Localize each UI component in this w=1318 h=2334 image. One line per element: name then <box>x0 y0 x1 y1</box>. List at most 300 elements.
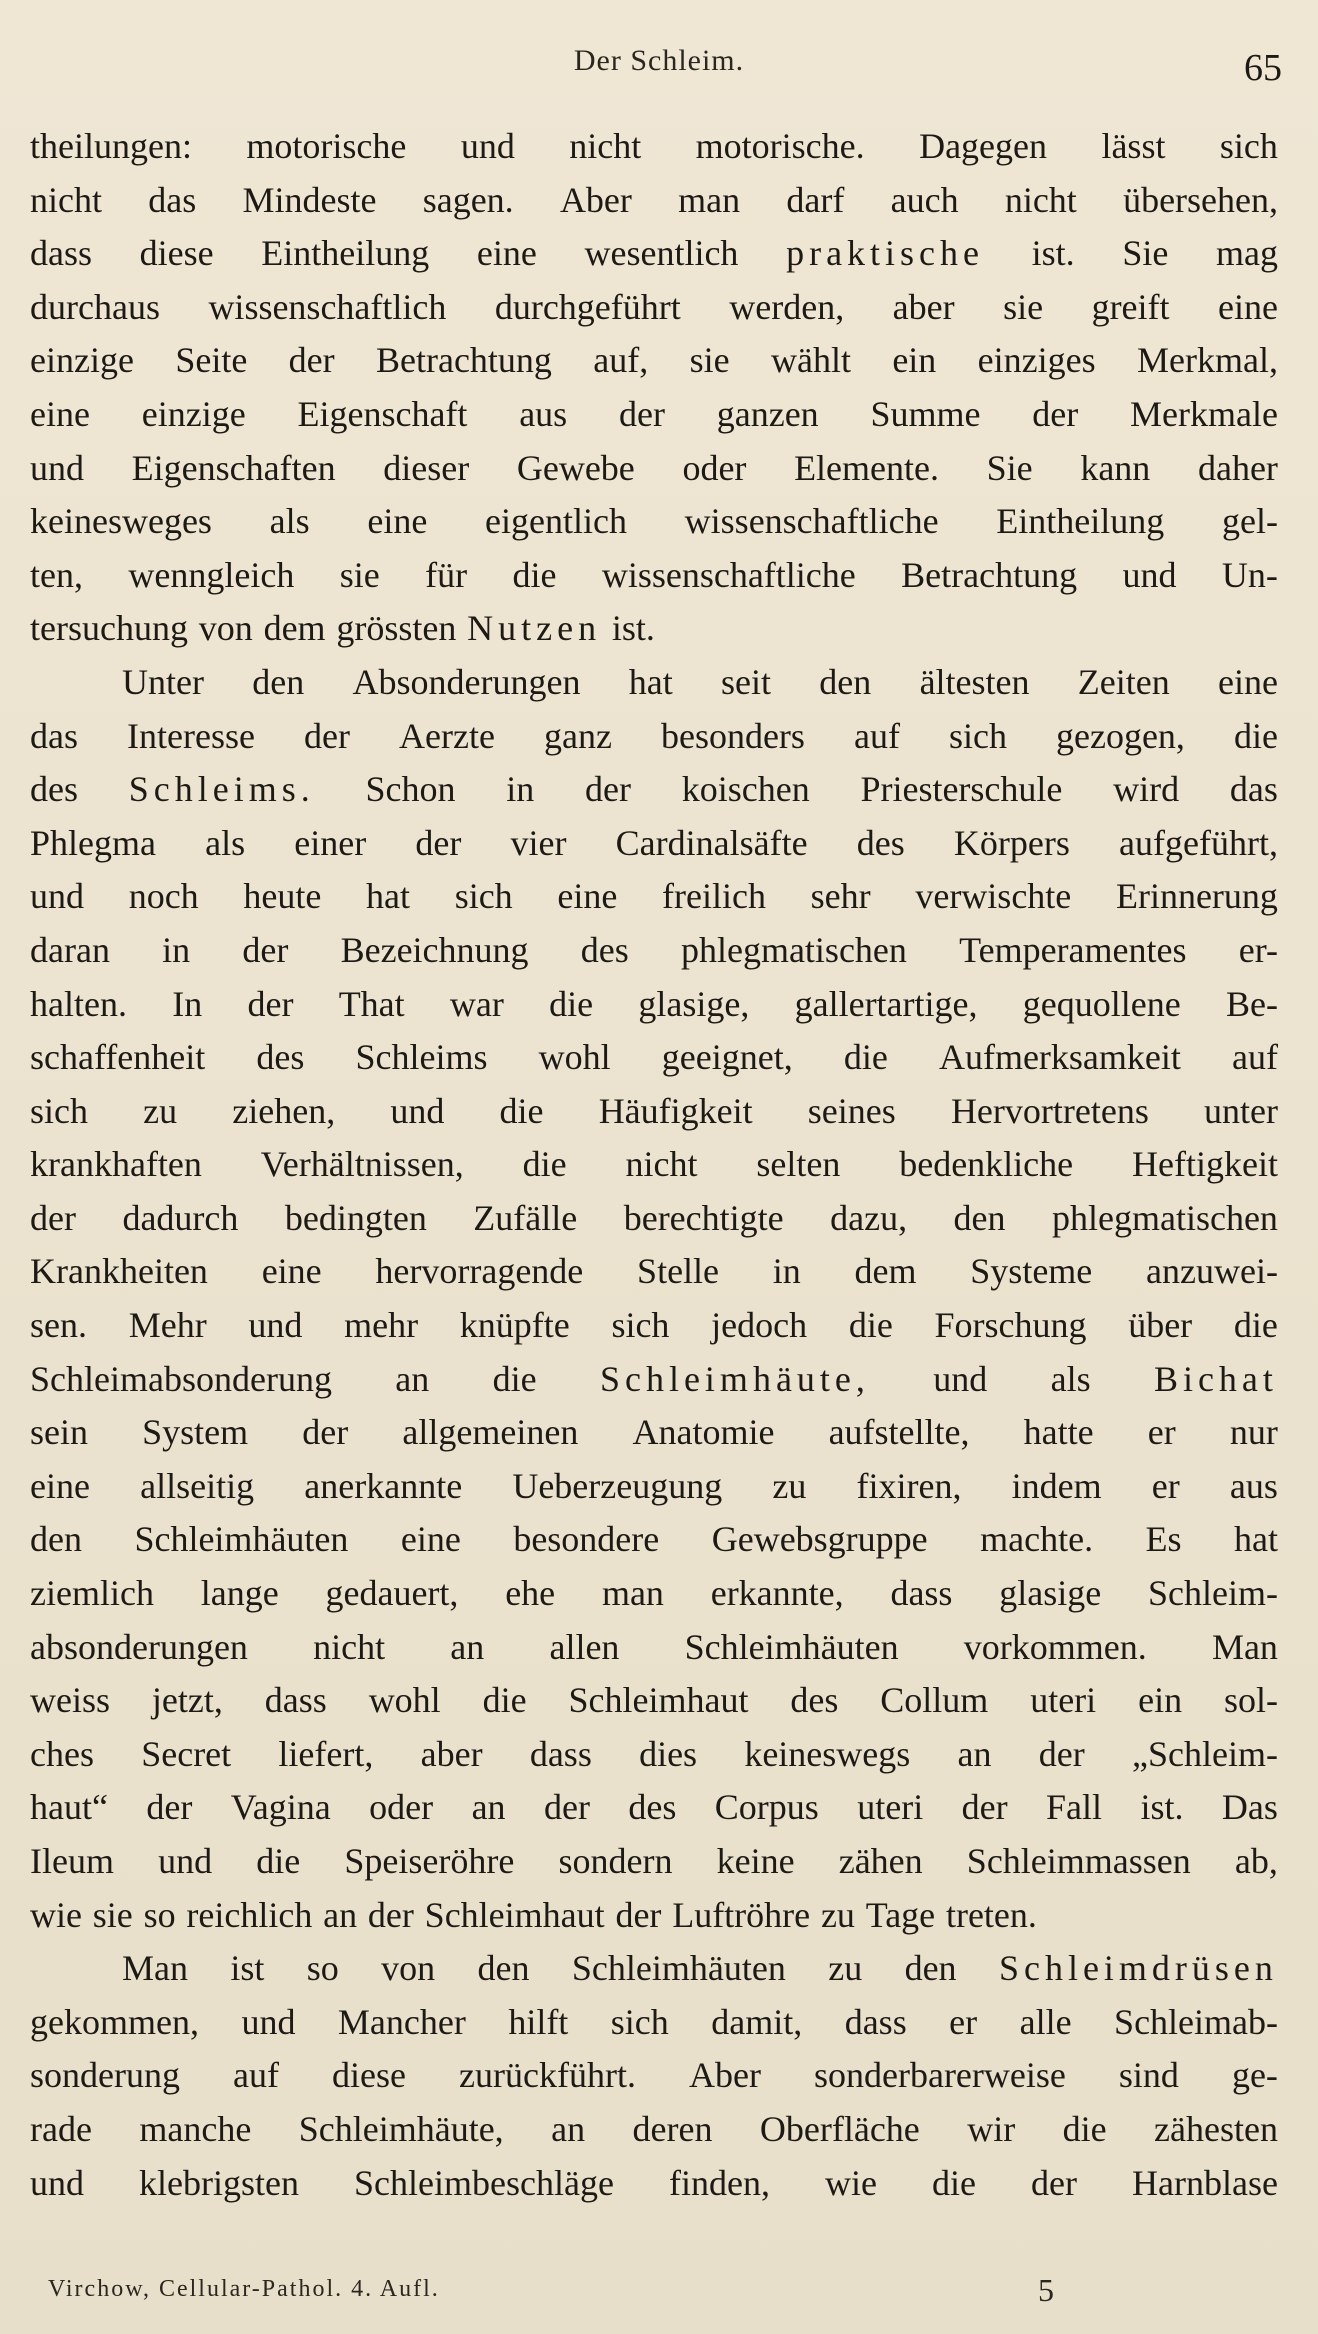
word: Forschung <box>934 1305 1087 1346</box>
word: Mehr <box>128 1305 207 1346</box>
text-line <box>30 495 1278 549</box>
word: theilungen: <box>30 126 192 166</box>
word: in <box>772 1251 801 1292</box>
word: einzige <box>141 393 246 434</box>
word: sonderbarerweise <box>813 2055 1066 2096</box>
word: ein <box>892 340 937 381</box>
word: Sie <box>1122 233 1169 274</box>
word: auch <box>890 179 959 220</box>
word: und <box>1122 554 1177 595</box>
text-line <box>30 1781 1278 1835</box>
text-line <box>30 1942 1278 1996</box>
word: den <box>819 661 872 702</box>
word: Eigenschaft <box>297 393 468 434</box>
word: knüpfte <box>459 1305 570 1346</box>
word: Das <box>1221 1787 1278 1828</box>
word: selten <box>756 1144 841 1185</box>
word: aus <box>1229 1465 1278 1506</box>
word: oder <box>369 1787 434 1828</box>
word: Schleimhäute, <box>298 2108 504 2149</box>
word: Absonderungen <box>352 661 581 702</box>
word: nicht <box>313 1626 386 1667</box>
word: wir <box>967 2108 1016 2149</box>
word: seines <box>807 1090 896 1131</box>
word: die <box>932 2162 976 2203</box>
word: Ileum <box>30 1841 114 1881</box>
word: und <box>241 2001 296 2042</box>
word: dass <box>844 2001 907 2042</box>
word: Hervortretens <box>950 1090 1149 1131</box>
word: von <box>198 608 253 649</box>
text-line <box>30 227 1278 281</box>
word: Schleimhäute, <box>599 1358 870 1399</box>
word: Harnblase <box>1132 2162 1278 2203</box>
text-line <box>30 442 1278 496</box>
word: verwischte <box>915 876 1072 917</box>
word: ein <box>1138 1680 1183 1721</box>
text-line <box>30 120 1278 174</box>
word: Seite <box>175 340 248 381</box>
word: Stelle <box>637 1251 720 1292</box>
word: aber <box>892 286 955 327</box>
text-line <box>30 1728 1278 1782</box>
word: manche <box>139 2108 252 2149</box>
word: Temperamentes <box>959 929 1187 970</box>
word: rade <box>30 2108 92 2149</box>
word: dadurch <box>122 1197 239 1238</box>
word: weiss <box>30 1680 110 1721</box>
word: wissenschaftlich <box>208 286 447 327</box>
word: sich <box>30 1090 88 1131</box>
word: Aerzte <box>399 715 495 756</box>
word: kann <box>1080 447 1151 488</box>
word: zurückführt. <box>459 2055 636 2096</box>
word: klebrigsten <box>139 2162 299 2203</box>
text-line <box>30 388 1278 442</box>
text-line <box>30 1889 1278 1943</box>
word: ältesten <box>919 661 1030 702</box>
word: aber <box>420 1733 483 1774</box>
text-line <box>30 1245 1278 1299</box>
word: er <box>949 2001 978 2042</box>
word: Körpers <box>953 822 1070 863</box>
word: Gewebe <box>516 447 635 488</box>
word: Eintheilung <box>996 501 1165 542</box>
word: als <box>205 822 246 863</box>
word: jedoch <box>711 1305 808 1346</box>
word: uteri <box>857 1787 924 1828</box>
word: allgemeinen <box>402 1412 579 1453</box>
word: sondern <box>558 1841 673 1881</box>
word: keine <box>716 1841 795 1881</box>
text-line <box>30 1567 1278 1621</box>
word: und <box>460 126 515 166</box>
word: daran <box>30 929 110 970</box>
word: Mindeste <box>242 179 377 220</box>
word: das <box>30 715 78 756</box>
word: wissenschaftliche <box>684 501 939 542</box>
word: Häufigkeit <box>598 1090 753 1131</box>
word: eine <box>367 501 428 542</box>
word: der <box>367 1894 414 1935</box>
word: „Schleim- <box>1132 1733 1278 1774</box>
word: zu <box>820 1894 855 1935</box>
text-line <box>30 1406 1278 1460</box>
word: Schleims. <box>128 769 315 810</box>
word: der <box>146 1787 193 1828</box>
word: Eintheilung <box>261 233 430 274</box>
word: hilft <box>508 2001 569 2042</box>
word: diese <box>139 233 214 274</box>
word: In <box>172 983 203 1024</box>
word: er- <box>1238 929 1278 970</box>
word: dazu, <box>830 1197 908 1238</box>
word: zähesten <box>1154 2108 1278 2149</box>
word: auf <box>1232 1037 1278 1078</box>
word: sie <box>92 1894 133 1935</box>
word: den <box>477 1948 530 1989</box>
word: krankhaften <box>30 1144 202 1185</box>
word: Cardinalsäfte <box>615 822 808 863</box>
word: die <box>843 1037 888 1078</box>
word: motorische. <box>695 126 865 166</box>
text-line <box>30 870 1278 924</box>
word: geeignet, <box>661 1037 793 1078</box>
text-line <box>30 2049 1278 2103</box>
word: hat <box>366 876 410 917</box>
word: Aber <box>688 2055 761 2096</box>
word: und <box>30 876 84 917</box>
word: Systeme <box>970 1251 1093 1292</box>
text-line <box>30 1031 1278 1085</box>
word: sie <box>689 340 730 381</box>
word: Oberfläche <box>759 2108 920 2149</box>
word: sich <box>1219 126 1278 166</box>
word: glasige, <box>638 983 750 1024</box>
word: dass <box>890 1573 953 1614</box>
word: durchaus <box>30 286 160 327</box>
word: als <box>1050 1358 1091 1399</box>
word: heute <box>243 876 322 917</box>
word: liefert, <box>278 1733 374 1774</box>
word: eigentlich <box>485 501 627 542</box>
word: Aber <box>559 179 632 220</box>
word: oder <box>682 447 747 488</box>
word: Verhältnissen, <box>260 1144 464 1185</box>
word: Bichat <box>1153 1358 1278 1399</box>
word: Krankheiten <box>30 1251 208 1292</box>
word: hervorragende <box>375 1251 584 1292</box>
word: jetzt, <box>151 1680 223 1721</box>
word: Tage <box>865 1894 936 1935</box>
word: die <box>1233 1305 1278 1346</box>
word: Secret <box>141 1733 232 1774</box>
word: ganzen <box>716 393 819 434</box>
word: des <box>790 1680 839 1721</box>
word: uteri <box>1030 1680 1097 1721</box>
word: Interesse <box>127 715 255 756</box>
word: dass <box>30 233 92 274</box>
word: der <box>1038 1733 1085 1774</box>
word: zu <box>143 1090 178 1131</box>
word: Eigenschaften <box>131 447 336 488</box>
word: Nutzen <box>467 608 602 649</box>
text-line <box>30 710 1278 764</box>
word: eine <box>400 1519 461 1560</box>
word: Betrachtung <box>375 340 552 381</box>
word: wie <box>30 1894 82 1935</box>
word: an <box>323 1894 358 1935</box>
word: und <box>390 1090 445 1131</box>
word: auf <box>233 2055 279 2096</box>
word: Schon <box>365 769 456 810</box>
word: den <box>953 1197 1006 1238</box>
word: lässt <box>1101 126 1166 166</box>
word: und <box>30 2162 84 2203</box>
word: der <box>302 1412 349 1453</box>
word: Zufälle <box>473 1197 578 1238</box>
word: der <box>30 1197 76 1238</box>
word: lange <box>200 1573 279 1614</box>
word: die <box>549 983 594 1024</box>
word: Schleimmassen <box>966 1841 1191 1881</box>
word: gel- <box>1221 501 1278 542</box>
word: anzuwei- <box>1146 1251 1278 1292</box>
word: der <box>543 1787 590 1828</box>
word: hat <box>628 661 673 702</box>
word: an <box>471 1787 506 1828</box>
word: einer <box>294 822 367 863</box>
word: sich <box>948 715 1007 756</box>
word: bedenkliche <box>899 1144 1074 1185</box>
word: freilich <box>662 876 766 917</box>
word: Schleimhäuten <box>684 1626 899 1667</box>
word: so <box>306 1948 339 1989</box>
text-line <box>30 656 1278 710</box>
word: ziemlich <box>30 1573 154 1614</box>
word: deren <box>632 2108 713 2149</box>
word: zu <box>772 1465 807 1506</box>
word: Unter <box>122 661 204 702</box>
text-line <box>30 1085 1278 1139</box>
word: des <box>256 1037 305 1078</box>
word: praktische <box>786 233 985 274</box>
text-line <box>30 174 1278 228</box>
word: Vagina <box>230 1787 331 1828</box>
text-line <box>30 978 1278 1032</box>
text-line <box>30 1513 1278 1567</box>
word: keineswegs <box>744 1733 911 1774</box>
word: einzige <box>30 340 134 381</box>
word: aus <box>519 393 568 434</box>
word: allen <box>549 1626 620 1667</box>
word: absonderungen <box>30 1626 248 1667</box>
text-line <box>30 924 1278 978</box>
word: sie <box>339 554 380 595</box>
word: Mancher <box>337 2001 466 2042</box>
word: ches <box>30 1733 94 1774</box>
word: Schleimhäuten <box>134 1519 349 1560</box>
word: Schleimab- <box>1114 2001 1278 2042</box>
word: That <box>338 983 405 1024</box>
word: an <box>395 1358 430 1399</box>
word: nicht <box>1004 179 1077 220</box>
word: übersehen, <box>1123 179 1278 220</box>
text-line <box>30 763 1278 817</box>
word: von <box>381 1948 436 1989</box>
word: phlegmatischen <box>680 929 907 970</box>
word: bedingten <box>284 1197 427 1238</box>
word: wird <box>1113 769 1180 810</box>
word: Aufmerksamkeit <box>938 1037 1181 1078</box>
word: glasige <box>999 1573 1102 1614</box>
text-line <box>30 1674 1278 1728</box>
word: unter <box>1204 1090 1278 1131</box>
word: Schleimhäuten <box>571 1948 786 1989</box>
word: über <box>1128 1305 1193 1346</box>
word: war <box>449 983 504 1024</box>
word: berechtigte <box>623 1197 784 1238</box>
word: Summe <box>870 393 981 434</box>
word: eine <box>1218 661 1278 702</box>
word: auf <box>853 715 900 756</box>
word: eine <box>261 1251 322 1292</box>
word: noch <box>128 876 199 917</box>
word: die <box>512 554 557 595</box>
word: wesentlich <box>584 233 739 274</box>
word: Zeiten <box>1077 661 1170 702</box>
word: Betrachtung <box>901 554 1078 595</box>
word: allseitig <box>140 1465 255 1506</box>
word: des <box>580 929 629 970</box>
word: fixiren, <box>856 1465 962 1506</box>
word: sol- <box>1223 1680 1278 1721</box>
word: sich <box>611 1305 670 1346</box>
word: keinesweges <box>30 501 212 542</box>
text-line <box>30 1835 1278 1889</box>
word: nicht <box>569 126 642 166</box>
word: er <box>1147 1412 1176 1453</box>
word: treten. <box>945 1894 1037 1935</box>
word: der <box>247 983 294 1024</box>
word: gekommen, <box>30 2001 199 2042</box>
word: werden, <box>729 286 845 327</box>
word: und <box>933 1358 988 1399</box>
word: Collum <box>880 1680 989 1721</box>
word: die <box>1233 715 1278 756</box>
word: damit, <box>711 2001 803 2042</box>
word: Schleimhaut <box>568 1680 749 1721</box>
word: Dagegen <box>919 126 1048 166</box>
word: die <box>482 1680 527 1721</box>
word: Gewebsgruppe <box>711 1519 928 1560</box>
word: gallertartige, <box>794 983 978 1024</box>
word: der <box>242 929 289 970</box>
word: indem <box>1011 1465 1102 1506</box>
word: haut“ <box>30 1787 108 1828</box>
word: als <box>269 501 310 542</box>
word: eine <box>30 1465 90 1506</box>
word: Sie <box>986 447 1033 488</box>
word: das <box>148 179 197 220</box>
word: gedauert, <box>325 1573 459 1614</box>
word: Schleimabsonderung <box>30 1358 332 1399</box>
word: dies <box>639 1733 698 1774</box>
word: Es <box>1145 1519 1182 1560</box>
word: besondere <box>513 1519 660 1560</box>
word: aufgeführt, <box>1119 822 1278 863</box>
word: durchgeführt <box>494 286 681 327</box>
page-number: 65 <box>1244 47 1282 89</box>
printer-signature: Virchow, Cellular-Pathol. 4. Aufl. <box>48 2276 440 2302</box>
word: den <box>904 1948 957 1989</box>
word: Speiseröhre <box>344 1841 515 1881</box>
body-text <box>30 120 1278 2210</box>
word: auf, <box>593 340 649 381</box>
word: nur <box>1229 1412 1278 1453</box>
word: die <box>1062 2108 1107 2149</box>
text-line <box>30 2103 1278 2157</box>
text-line <box>30 817 1278 871</box>
word: Merkmal, <box>1136 340 1278 381</box>
word: motorische <box>246 126 407 166</box>
word: wohl <box>538 1037 611 1078</box>
word: er <box>1151 1465 1180 1506</box>
word: schaffenheit <box>30 1037 206 1078</box>
word: für <box>425 554 468 595</box>
word: Man <box>1211 1626 1278 1667</box>
word: dass <box>529 1733 592 1774</box>
word: koischen <box>681 769 810 810</box>
word: greift <box>1091 286 1170 327</box>
word: der <box>585 769 631 810</box>
word: Erinnerung <box>1115 876 1278 917</box>
running-title: Der Schleim. <box>573 44 745 77</box>
word: erkannte, <box>710 1573 844 1614</box>
word: diese <box>332 2055 406 2096</box>
word: des <box>30 769 78 810</box>
text-line <box>30 1299 1278 1353</box>
word: die <box>256 1841 301 1881</box>
word: Be- <box>1225 983 1278 1024</box>
word: die <box>499 1090 544 1131</box>
word: anerkannte <box>304 1465 463 1506</box>
word: ist. <box>1031 233 1075 274</box>
word: Anatomie <box>632 1412 775 1453</box>
word: Merkmale <box>1130 393 1278 434</box>
word: gezogen, <box>1056 715 1185 756</box>
word: sich <box>454 876 513 917</box>
text-line <box>30 602 1278 656</box>
text-line <box>30 1621 1278 1675</box>
word: wie <box>824 2162 877 2203</box>
word: Elemente. <box>794 447 939 488</box>
word: Schleimhaut <box>424 1894 605 1935</box>
word: Phlegma <box>30 822 156 863</box>
word: ten, <box>30 554 83 595</box>
word: und <box>248 1305 303 1346</box>
word: Schleims <box>355 1037 488 1078</box>
word: an <box>957 1733 992 1774</box>
word: hatte <box>1023 1412 1094 1453</box>
text-line <box>30 1138 1278 1192</box>
word: so <box>143 1894 176 1935</box>
text-line <box>30 281 1278 335</box>
text-line <box>30 549 1278 603</box>
word: des <box>856 822 905 863</box>
word: ziehen, <box>232 1090 336 1131</box>
word: Luftröhre <box>672 1894 811 1935</box>
